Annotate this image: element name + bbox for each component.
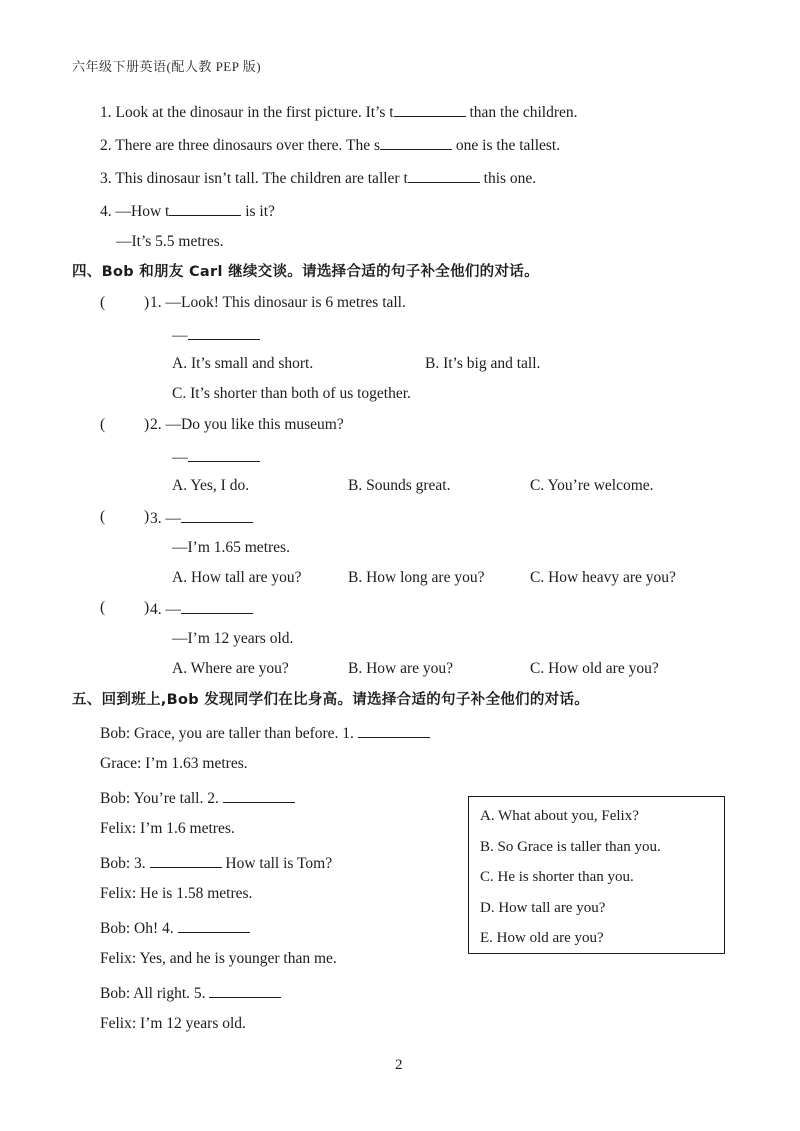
- s4-item-4-reply: —I’m 12 years old.: [172, 630, 294, 647]
- answer-blank[interactable]: [223, 787, 295, 803]
- answer-blank[interactable]: [209, 982, 281, 998]
- dialogue-line-3: Bob: You’re tall. 2.: [100, 787, 295, 809]
- answer-blank[interactable]: [181, 507, 253, 523]
- answer-blank[interactable]: [169, 200, 241, 216]
- s4-item-1-reply: —: [172, 324, 260, 346]
- answer-blank[interactable]: [394, 101, 466, 117]
- s4-item-4-option-b: B. How are you?: [348, 660, 454, 677]
- section-4-title: 四、Bob 和朋友 Carl 继续交谈。请选择合适的句子补全他们的对话。: [72, 264, 539, 280]
- s4-item-1-option-b: B. It’s big and tall.: [425, 355, 541, 372]
- dialogue-line-10: Felix: I’m 12 years old.: [100, 1015, 246, 1032]
- answer-blank[interactable]: [408, 167, 480, 183]
- answer-blank[interactable]: [358, 722, 430, 738]
- dialogue-line-7: Bob: Oh! 4.: [100, 917, 250, 939]
- answer-blank[interactable]: [380, 134, 452, 150]
- choices-box: [468, 796, 725, 954]
- dialogue-line-8: Felix: Yes, and he is younger than me.: [100, 950, 337, 967]
- s4-item-3-question: 3. —: [150, 507, 253, 529]
- dialogue-line-4: Felix: I’m 1.6 metres.: [100, 820, 235, 837]
- choice-c: C. He is shorter than you.: [480, 869, 634, 885]
- s4-item-2-option-a: A. Yes, I do.: [172, 477, 250, 494]
- s4-item-3-option-a: A. How tall are you?: [172, 569, 302, 586]
- s4-item-2-question: 2. —Do you like this museum?: [150, 416, 344, 433]
- s4-item-2-reply: —: [172, 446, 260, 468]
- s3-question-4-answer: —It’s 5.5 metres.: [116, 233, 224, 250]
- choice-e: E. How old are you?: [480, 930, 604, 946]
- s4-item-1-option-c: C. It’s shorter than both of us together.: [172, 385, 411, 402]
- section-5-title: 五、回到班上,Bob 发现同学们在比身高。请选择合适的句子补全他们的对话。: [72, 692, 590, 708]
- s4-item-1-question: 1. —Look! This dinosaur is 6 metres tall.: [150, 294, 406, 311]
- s4-item-3-option-c: C. How heavy are you?: [530, 569, 676, 586]
- answer-blank[interactable]: [181, 598, 253, 614]
- choice-d: D. How tall are you?: [480, 900, 606, 916]
- page-header: 六年级下册英语(配人教 PEP 版): [72, 59, 262, 74]
- s4-item-4-question: 4. —: [150, 598, 253, 620]
- dialogue-line-2: Grace: I’m 1.63 metres.: [100, 755, 248, 772]
- choice-a: A. What about you, Felix?: [480, 808, 639, 824]
- page-number: 2: [395, 1057, 403, 1073]
- s3-question-2: 2. There are three dinosaurs over there. The s one is the tallest.: [100, 134, 560, 156]
- s4-item-3-reply: —I’m 1.65 metres.: [172, 539, 290, 556]
- s4-item-4-option-c: C. How old are you?: [530, 660, 659, 677]
- answer-blank[interactable]: [150, 852, 222, 868]
- s4-item-4-option-a: A. Where are you?: [172, 660, 289, 677]
- s3-question-3: 3. This dinosaur isn’t tall. The children are taller t this one.: [100, 167, 536, 189]
- answer-blank[interactable]: [188, 324, 260, 340]
- s4-item-1-option-a: A. It’s small and short.: [172, 355, 314, 372]
- s4-item-2-option-c: C. You’re welcome.: [530, 477, 654, 494]
- answer-blank[interactable]: [178, 917, 250, 933]
- dialogue-line-1: Bob: Grace, you are taller than before. 1.: [100, 722, 430, 744]
- worksheet-page: 六年级下册英语(配人教 PEP 版) 1. Look at the dinosaur in the first picture. It’s t than the children. 2. There are three dinosaurs over there. The s one is the tallest. 3. This dinosaur isn’t tall. The children are taller t this one. 4. —How t is it? —It’s 5.5 metres. 四、Bob 和朋友 Carl 继续交谈。请选择合适的句子补全他们的对话。 ( ) 1. —Look! This dinosaur is 6 metres tall. — A. It’s small and short. B. It’s big and tall. C. It’s shorter than both of us together. ( ) 2. —Do you like this museum? — A. Yes, I do. B. Sounds great. C. You’re welcome. ( ) 3. — —I’m 1.65 metres. A. How tall are you? B. How long are you? C. How heavy are you? ( ) 4. — —I’m 12 years old. A. Where are you? B. How are you? C. How old are you? 五、回到班上,Bob 发现同学们在比身高。请选择合适的句子补全他们的对话。 Bob: Grace, you are taller than before. 1. Grace: I’m 1.63 metres. Bob: You’re tall. 2. Felix: I’m 1.6 metres. Bob: 3. How tall is Tom? Felix: He is 1.58 metres. Bob: Oh! 4. Felix: Yes, and he is younger than me. Bob: All right. 5. Felix: I’m 12 years old. A. What about you, Felix? B. So Grace is taller than you. C. He is shorter than you. D. How tall are you? E. How old are you? 2: [0, 0, 800, 1131]
- dialogue-line-6: Felix: He is 1.58 metres.: [100, 885, 253, 902]
- answer-blank[interactable]: [188, 446, 260, 462]
- s3-question-1: 1. Look at the dinosaur in the first picture. It’s t than the children.: [100, 101, 577, 123]
- s4-item-3-option-b: B. How long are you?: [348, 569, 485, 586]
- dialogue-line-9: Bob: All right. 5.: [100, 982, 281, 1004]
- choice-b: B. So Grace is taller than you.: [480, 839, 661, 855]
- s3-question-4: 4. —How t is it?: [100, 200, 275, 222]
- s4-item-2-option-b: B. Sounds great.: [348, 477, 451, 494]
- dialogue-line-5: Bob: 3. How tall is Tom?: [100, 852, 332, 874]
